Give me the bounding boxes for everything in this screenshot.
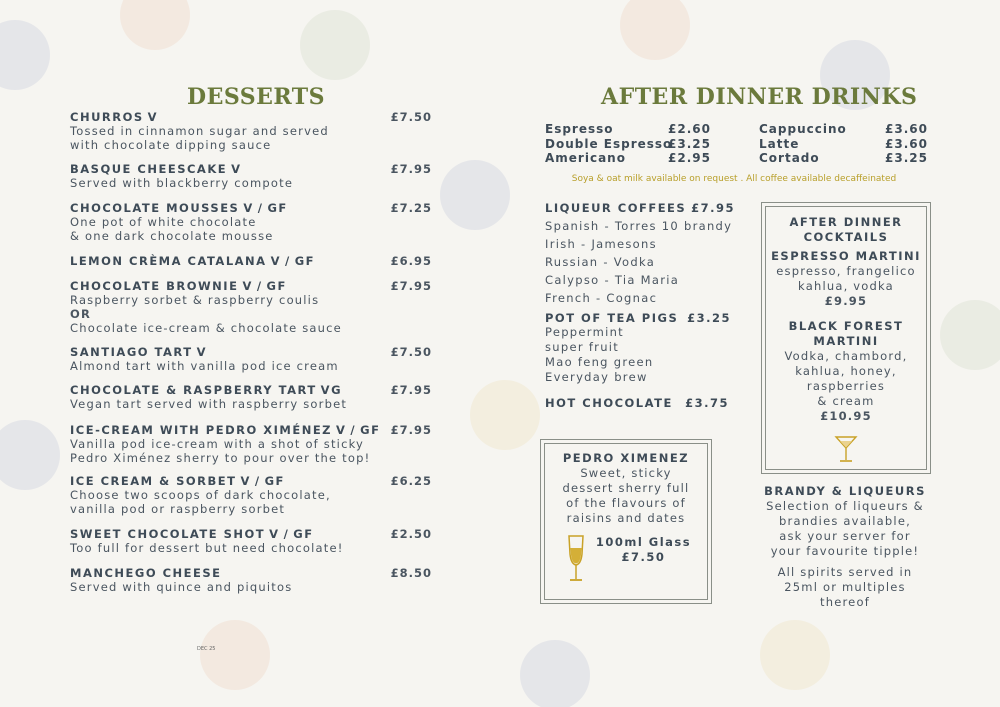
brandy-line: Selection of liqueurs &: [766, 499, 924, 513]
pedro-line: of the flavours of: [566, 496, 686, 510]
coffee-price: £2.95: [668, 151, 711, 165]
gluten-free-tag: GF: [266, 279, 287, 293]
vegetarian-tag: V: [269, 527, 280, 541]
tea-line: Peppermint: [545, 325, 624, 339]
dessert-header: [70, 162, 432, 176]
black-forest-line: & cream: [817, 394, 875, 408]
spirits-line: thereof: [820, 595, 870, 609]
tea-line: Everyday brew: [545, 370, 648, 384]
dessert-item: [70, 383, 432, 411]
dessert-price: £7.95: [390, 383, 432, 397]
dessert-name: BASQUE CHEESCAKE: [70, 162, 228, 176]
black-forest-line: raspberries: [806, 379, 886, 393]
pedro-line: raisins and dates: [566, 511, 686, 525]
dessert-header: [70, 201, 432, 215]
spirits-line: 25ml or multiples: [784, 580, 906, 594]
after-dinner-drinks-title: AFTER DINNER DRINKS: [601, 84, 918, 110]
vegetarian-tag: V: [243, 201, 254, 215]
tag-separator: /: [256, 279, 263, 293]
espresso-martini-line: espresso, frangelico: [776, 264, 916, 278]
dessert-description: Too full for dessert but need chocolate!: [70, 541, 344, 555]
gluten-free-tag: GF: [264, 474, 285, 488]
tag-separator: /: [257, 201, 264, 215]
dessert-name: CHOCOLATE BROWNIE: [70, 279, 239, 293]
dessert-item: [70, 474, 432, 516]
liqueur-coffees-title: LIQUEUR COFFEES: [545, 201, 687, 215]
coffee-row: [545, 137, 711, 152]
gluten-free-tag: GF: [267, 201, 288, 215]
cocktails-title: AFTER DINNER: [789, 215, 903, 229]
dessert-price: £7.95: [390, 279, 432, 293]
pedro-glass-size: 100ml Glass: [595, 535, 692, 549]
desserts-title: DESSERTS: [187, 84, 326, 110]
liqueur-line: French - Cognac: [545, 291, 658, 305]
dessert-description: Served with quince and piquitos: [70, 580, 293, 594]
dessert-name: CHURROS: [70, 110, 144, 124]
dessert-item: [70, 345, 432, 373]
dessert-description: Pedro Ximénez sherry to pour over the top!: [70, 451, 371, 465]
dessert-item: [70, 254, 432, 268]
dessert-name: ICE-CREAM WITH PEDRO XIMÉNEZ: [70, 423, 333, 437]
coffee-name: Espresso: [545, 122, 614, 136]
coffee-row: [759, 122, 928, 137]
coffee-price: £2.60: [668, 122, 711, 136]
coffee-name: Cappuccino: [759, 122, 847, 136]
dessert-item: [70, 110, 432, 152]
hot-chocolate-title: HOT CHOCOLATE: [545, 396, 673, 410]
dessert-name: CHOCOLATE & RASPBERRY TART: [70, 383, 317, 397]
dessert-header: [70, 383, 432, 397]
brandy-section: [760, 484, 930, 610]
spirits-line: All spirits served in: [777, 565, 913, 579]
liqueur-line: Calypso - Tia Maria: [545, 273, 680, 287]
dessert-description: Chocolate ice-cream & chocolate sauce: [70, 321, 342, 335]
dessert-description: & one dark chocolate mousse: [70, 229, 274, 243]
coffee-price: £3.60: [885, 122, 928, 136]
black-forest-name: MARTINI: [813, 334, 879, 348]
brandy-line: brandies available,: [779, 514, 911, 528]
dessert-item: [70, 423, 432, 465]
gluten-free-tag: GF: [294, 254, 315, 268]
dessert-description: Almond tart with vanilla pod ice cream: [70, 359, 339, 373]
dessert-description: Choose two scoops of dark chocolate,: [70, 488, 331, 502]
espresso-martini-price: £9.95: [824, 294, 868, 308]
hot-chocolate-price: £3.75: [685, 396, 729, 410]
cocktails-title: COCKTAILS: [803, 230, 889, 244]
dessert-description: Vanilla pod ice-cream with a shot of sticky: [70, 437, 365, 451]
coffee-price: £3.25: [668, 136, 711, 151]
dessert-header: [70, 110, 432, 124]
dessert-header: [70, 566, 432, 580]
dessert-description: Served with blackberry compote: [70, 176, 294, 190]
pedro-line: dessert sherry full: [562, 481, 690, 495]
dessert-description: Vegan tart served with raspberry sorbet: [70, 397, 348, 411]
dessert-price: £7.95: [390, 162, 432, 176]
pedro-ximenez-box: [540, 439, 712, 604]
vegetarian-tag: V: [196, 345, 207, 359]
vegetarian-tag: VG: [320, 383, 343, 397]
dessert-price: £7.95: [390, 423, 432, 437]
black-forest-name: BLACK FOREST: [788, 319, 904, 333]
liqueur-line: Russian - Vodka: [545, 255, 656, 269]
dessert-header: [70, 423, 432, 437]
cocktails-box: [761, 202, 931, 474]
dessert-price: £8.50: [390, 566, 432, 580]
dessert-item: [70, 279, 432, 335]
liqueur-line: Spanish - Torres 10 brandy: [545, 219, 733, 233]
dessert-price: £7.50: [390, 110, 432, 124]
dessert-item: [70, 566, 432, 594]
dessert-name: SANTIAGO TART: [70, 345, 193, 359]
coffee-price: £3.60: [885, 136, 928, 151]
dessert-name: LEMON CRÈMA CATALANA: [70, 254, 267, 268]
black-forest-line: Vodka, chambord,: [784, 349, 908, 363]
coffee-row: [759, 151, 928, 166]
coffee-row: [759, 137, 928, 152]
dessert-item: [70, 162, 432, 190]
gluten-free-tag: GF: [293, 527, 314, 541]
coffee-price: £3.25: [885, 151, 928, 165]
dessert-item: [70, 201, 432, 243]
tea-section: [545, 311, 731, 385]
sherry-glass-icon: [565, 534, 587, 584]
dessert-name: ICE CREAM & SORBET: [70, 474, 237, 488]
dessert-description: with chocolate dipping sauce: [70, 138, 272, 152]
liqueur-coffees-price: £7.95: [691, 201, 735, 215]
pedro-ximenez-title: PEDRO XIMENEZ: [562, 451, 690, 465]
tag-separator: /: [254, 474, 261, 488]
vegetarian-tag: V: [336, 423, 347, 437]
dessert-header: [70, 474, 432, 488]
tea-price: £3.25: [687, 311, 731, 325]
dessert-header: [70, 527, 432, 541]
vegetarian-tag: V: [242, 279, 253, 293]
dessert-price: £7.50: [390, 345, 432, 359]
dessert-price: £6.25: [390, 474, 432, 488]
coffee-name: Americano: [545, 151, 626, 165]
dessert-description: One pot of white chocolate: [70, 215, 257, 229]
dessert-header: [70, 345, 432, 359]
gluten-free-tag: GF: [360, 423, 381, 437]
liqueur-coffees-section: [545, 201, 735, 307]
brandy-line: ask your server for: [779, 529, 911, 543]
vegetarian-tag: V: [147, 110, 159, 124]
liqueur-line: Irish - Jamesons: [545, 237, 657, 251]
vegetarian-tag: V: [270, 254, 281, 268]
coffee-name: Double Espresso: [545, 136, 673, 151]
martini-glass-icon: [834, 434, 858, 464]
tag-separator: /: [350, 423, 357, 437]
vegetarian-tag: V: [231, 162, 242, 176]
brandy-title: BRANDY & LIQUEURS: [764, 484, 926, 498]
dessert-price: £7.25: [390, 201, 432, 215]
dessert-description: Raspberry sorbet & raspberry coulis: [70, 293, 320, 307]
dessert-header: [70, 254, 432, 268]
coffee-name: Cortado: [759, 151, 820, 165]
coffee-list-left: [545, 122, 711, 166]
tea-line: Mao feng green: [545, 355, 654, 369]
tea-title: POT OF TEA PIGS: [545, 311, 679, 325]
brandy-line: your favourite tipple!: [770, 544, 920, 558]
coffee-list-right: [759, 122, 928, 166]
dessert-price: £2.50: [390, 527, 432, 541]
tag-separator: /: [283, 527, 290, 541]
dessert-name: CHOCOLATE MOUSSES: [70, 201, 240, 215]
coffee-row: [545, 122, 711, 137]
tag-separator: /: [285, 254, 291, 268]
dessert-name: MANCHEGO CHEESE: [70, 566, 222, 580]
black-forest-line: kahlua, honey,: [795, 364, 897, 378]
espresso-martini-line: kahlua, vodka: [798, 279, 894, 293]
pedro-price: £7.50: [621, 550, 666, 564]
coffee-row: [545, 151, 711, 166]
coffee-note: Soya & oat milk available on request . All coffee available decaffeinated: [571, 174, 897, 184]
dessert-header: [70, 279, 432, 293]
dessert-price: £6.95: [390, 254, 432, 268]
vegetarian-tag: V: [240, 474, 251, 488]
dessert-description: vanilla pod or raspberry sorbet: [70, 502, 286, 516]
dessert-item: [70, 527, 432, 555]
hot-chocolate-section: [545, 396, 729, 410]
tea-line: super fruit: [545, 340, 620, 354]
dessert-description: Tossed in cinnamon sugar and served: [70, 124, 329, 138]
dessert-or: OR: [70, 307, 92, 321]
espresso-martini-name: ESPRESSO MARTINI: [771, 249, 921, 263]
pedro-line: Sweet, sticky: [580, 466, 672, 480]
coffee-name: Latte: [759, 136, 800, 151]
black-forest-price: £10.95: [820, 409, 872, 423]
date-code: DEC 25: [197, 646, 216, 652]
dessert-name: SWEET CHOCOLATE SHOT: [70, 527, 266, 541]
